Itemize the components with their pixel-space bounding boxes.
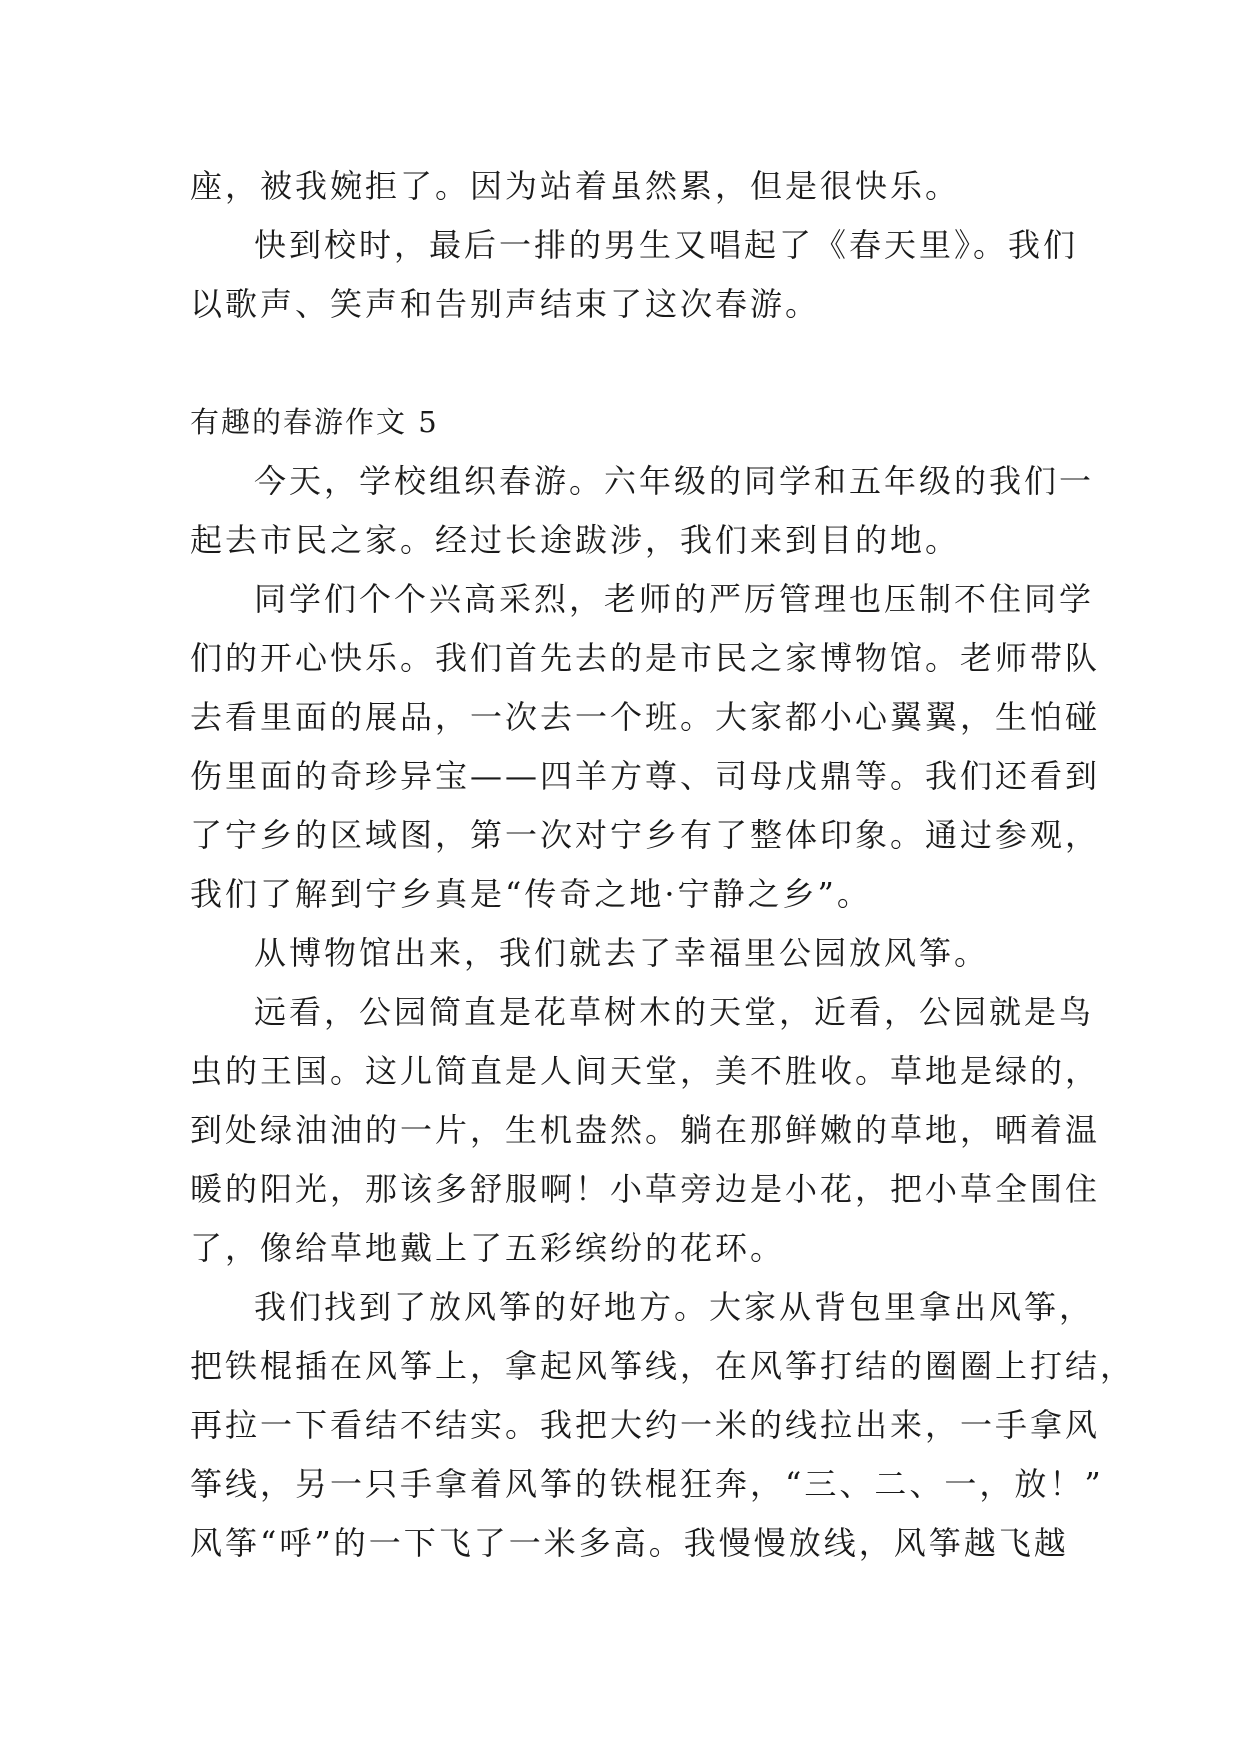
text-line: 伤里面的奇珍异宝——四羊方尊、司母戊鼎等。我们还看到: [190, 757, 1101, 795]
text-line: 去看里面的展品，一次去一个班。大家都小心翼翼，生怕碰: [190, 698, 1101, 736]
text-line: 们的开心快乐。我们首先去的是市民之家博物馆。老师带队: [190, 639, 1101, 677]
text-line: 筝线，另一只手拿着风筝的铁棍狂奔，“三、二、一，放！”: [190, 1465, 1104, 1503]
paragraph-start: 远看，公园简直是花草树木的天堂，近看，公园就是鸟: [254, 993, 1095, 1031]
paragraph-start: 今天，学校组织春游。六年级的同学和五年级的我们一: [254, 462, 1095, 500]
text-line: 虫的王国。这儿简直是人间天堂，美不胜收。草地是绿的，: [190, 1052, 1101, 1090]
section-heading: 有趣的春游作文 5: [190, 405, 439, 439]
text-line: 再拉一下看结不结实。我把大约一米的线拉出来，一手拿风: [190, 1406, 1101, 1444]
text-line: 起去市民之家。经过长途跋涉，我们来到目的地。: [190, 521, 961, 559]
text-line: 把铁棍插在风筝上，拿起风筝线，在风筝打结的圈圈上打结，: [190, 1347, 1136, 1385]
text-line: 了，像给草地戴上了五彩缤纷的花环。: [190, 1229, 786, 1267]
paragraph-start: 同学们个个兴高采烈，老师的严厉管理也压制不住同学: [254, 580, 1095, 618]
text-line: 我们了解到宁乡真是“传奇之地·宁静之乡”。: [190, 875, 872, 913]
text-line: 了宁乡的区域图，第一次对宁乡有了整体印象。通过参观，: [190, 816, 1101, 854]
text-line: 到处绿油油的一片，生机盎然。躺在那鲜嫩的草地，晒着温: [190, 1111, 1101, 1149]
text-line: 以歌声、笑声和告别声结束了这次春游。: [190, 285, 821, 323]
paragraph-start: 从博物馆出来，我们就去了幸福里公园放风筝。: [254, 934, 990, 972]
text-line: 座，被我婉拒了。因为站着虽然累，但是很快乐。: [190, 167, 961, 205]
text-line: 风筝“呼”的一下飞了一米多高。我慢慢放线，风筝越飞越: [190, 1524, 1069, 1562]
paragraph-start: 快到校时，最后一排的男生又唱起了《春天里》。我们: [254, 226, 1079, 264]
paragraph-start: 我们找到了放风筝的好地方。大家从背包里拿出风筝，: [254, 1288, 1095, 1326]
text-line: 暖的阳光，那该多舒服啊！小草旁边是小花，把小草全围住: [190, 1170, 1101, 1208]
